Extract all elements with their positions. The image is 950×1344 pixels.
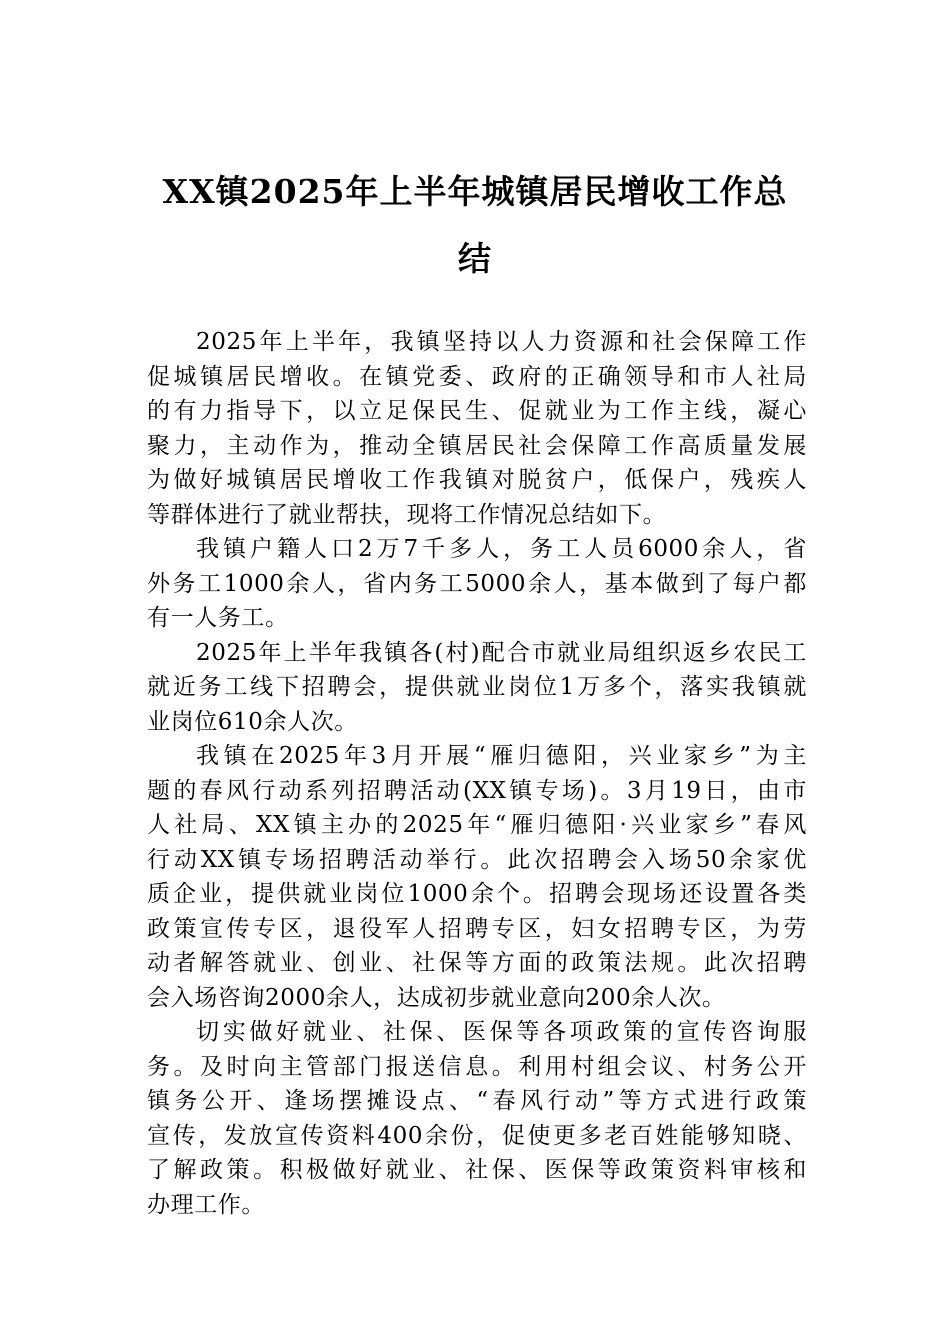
paragraph-job-fair	[147, 636, 807, 740]
text-line: 外务工1000余人，省内务工5000余人，基本做到了每户都	[147, 570, 807, 597]
text-line: 题的春风行动系列招聘活动(XX镇专场)。3月19日，由市	[147, 777, 807, 804]
text-line: 办理工作。	[147, 1191, 265, 1218]
text-line: 2025年上半年我镇各(村)配合市就业局组织返乡农民工	[196, 639, 807, 666]
text-line: 动者解答就业、创业、社保等方面的政策法规。此次招聘	[147, 950, 807, 976]
text-line: 等群体进行了就业帮扶，现将工作情况总结如下。	[147, 501, 667, 528]
text-line: 政策宣传专区，退役军人招聘专区，妇女招聘专区，为劳	[147, 915, 807, 942]
paragraph-policy-publicity	[147, 1015, 807, 1222]
text-line: 宣传，发放宣传资料400余份，促使更多老百姓能够知晓、	[147, 1122, 807, 1149]
text-line: 促城镇居民增收。在镇党委、政府的正确领导和市人社局	[147, 363, 807, 390]
text-line: 质企业，提供就业岗位1000余个。招聘会现场还设置各类	[147, 881, 807, 907]
text-line: 有一人务工。	[147, 605, 289, 631]
text-line: 我镇在2025年3月开展“雁归德阳，兴业家乡”为主	[196, 743, 807, 769]
document-body	[147, 325, 807, 1222]
title-line-1: XX镇2025年上半年城镇居民增收工作总	[162, 172, 788, 211]
paragraph-population	[147, 532, 807, 636]
text-line: 会入场咨询2000余人，达成初步就业意向200余人次。	[147, 984, 726, 1011]
title-line-2: 结	[458, 239, 492, 278]
text-line: 为做好城镇居民增收工作我镇对脱贫户，低保户，残疾人	[147, 467, 807, 493]
text-line: 切实做好就业、社保、医保等各项政策的宣传咨询服	[196, 1019, 807, 1045]
text-line: 2025年上半年，我镇坚持以人力资源和社会保障工作	[196, 329, 807, 355]
paragraph-spring-campaign	[147, 739, 807, 1015]
text-line: 了解政策。积极做好就业、社保、医保等政策资料审核和	[147, 1157, 807, 1183]
text-line: 聚力，主动作为，推动全镇居民社会保障工作高质量发展	[147, 432, 807, 459]
text-line: 行动XX镇专场招聘活动举行。此次招聘会入场50余家优	[147, 846, 807, 873]
text-line: 就近务工线下招聘会，提供就业岗位1万多个，落实我镇就	[147, 674, 807, 700]
document-title	[145, 158, 805, 292]
text-line: 人社局、XX镇主办的2025年“雁归德阳·兴业家乡”春风	[147, 812, 807, 838]
text-line: 务。及时向主管部门报送信息。利用村组会议、村务公开	[147, 1053, 807, 1080]
text-line: 镇务公开、逢场摆摊设点、“春风行动”等方式进行政策	[147, 1088, 807, 1114]
text-line: 我镇户籍人口2万7千多人，务工人员6000余人，省	[196, 536, 807, 562]
text-line: 业岗位610余人次。	[147, 708, 358, 735]
text-line: 的有力指导下，以立足保民生、促就业为工作主线，凝心	[147, 398, 807, 424]
paragraph-intro	[147, 325, 807, 532]
